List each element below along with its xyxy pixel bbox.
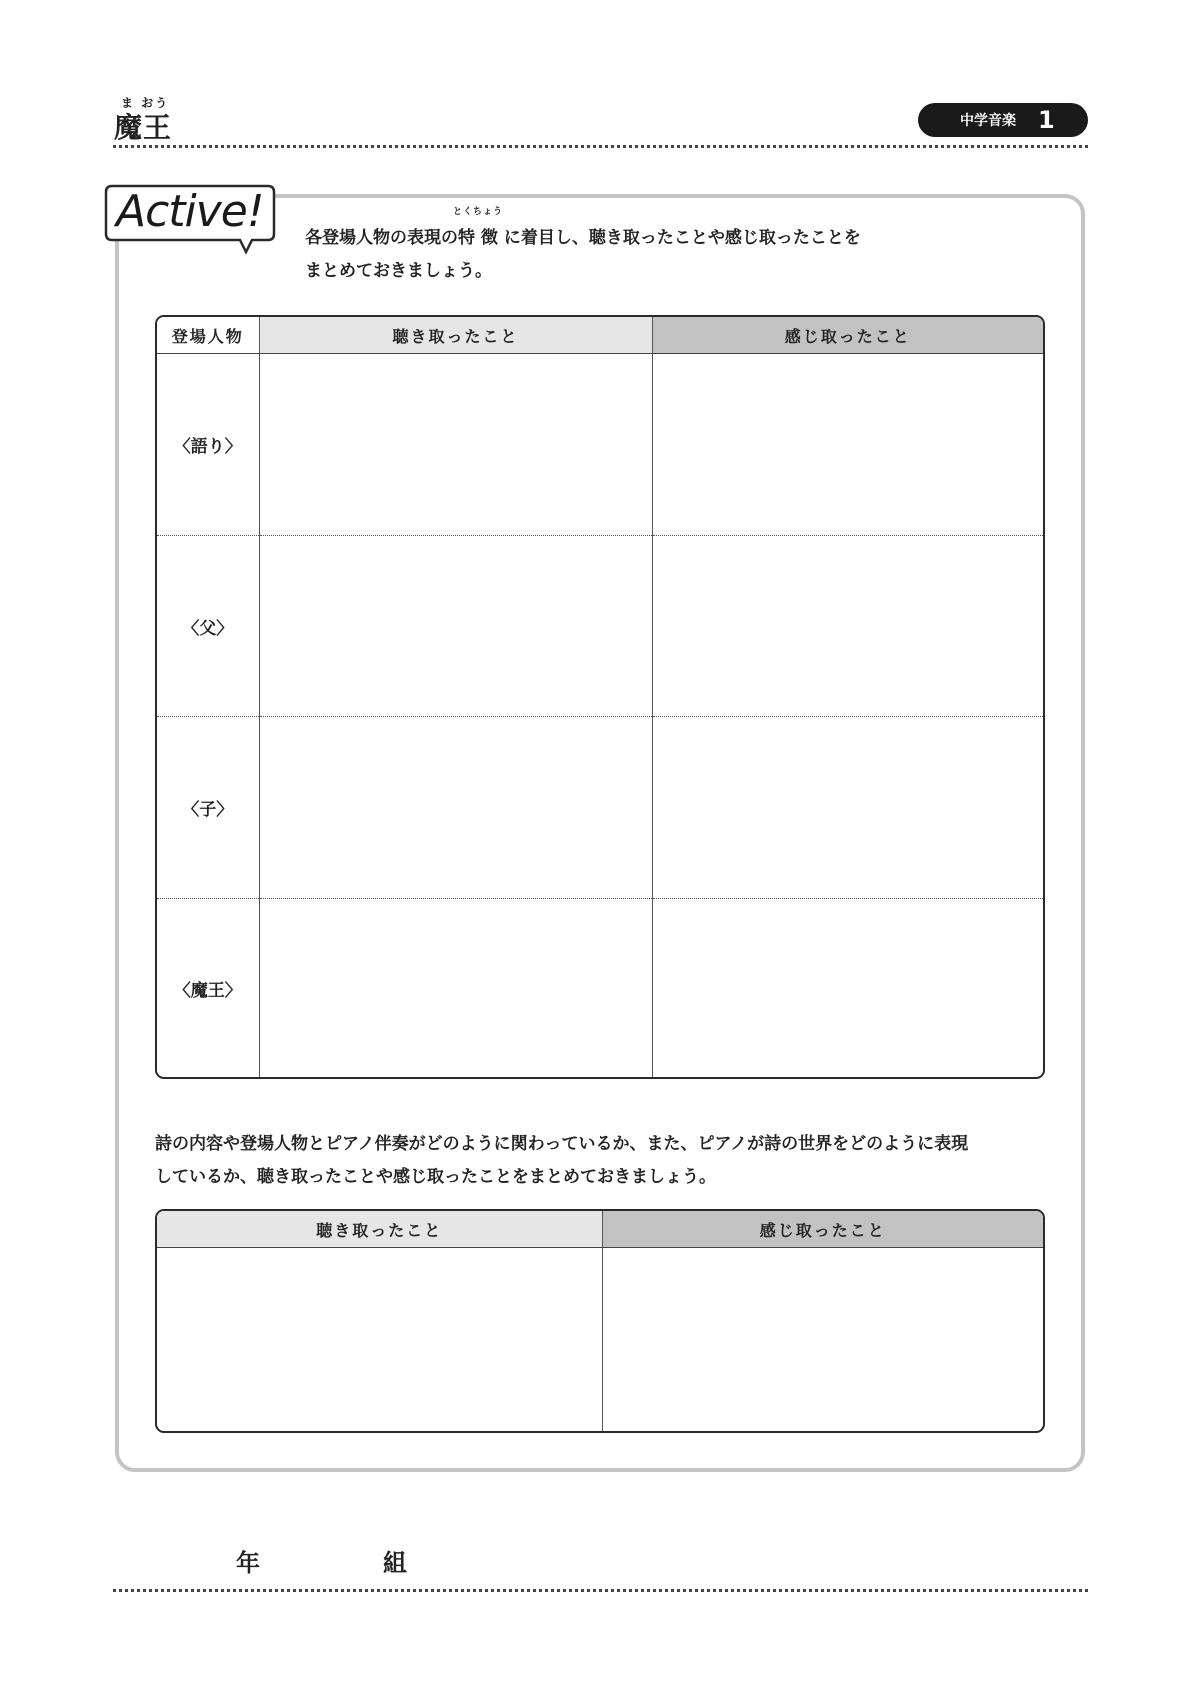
character-father: 〈父〉 bbox=[157, 535, 259, 717]
instruction-2-line2: しているか、聴き取ったことや感じ取ったことをまとめておきましょう。 bbox=[155, 1167, 716, 1187]
instruction-1 bbox=[305, 207, 861, 288]
active-badge-label: Active! bbox=[116, 186, 264, 237]
character-narrator: 〈語り〉 bbox=[157, 354, 259, 536]
table-row bbox=[157, 899, 1043, 1077]
heard-cell-erlking[interactable] bbox=[259, 899, 652, 1077]
page-number: 1 bbox=[1038, 106, 1055, 134]
piano-table bbox=[155, 1209, 1045, 1433]
instruction-1-line2: まとめておきましょう。 bbox=[305, 261, 492, 281]
felt-cell-piano[interactable] bbox=[602, 1248, 1043, 1432]
heard-cell-father[interactable] bbox=[259, 535, 652, 717]
year-label: 年 bbox=[236, 1549, 260, 1577]
col-header-heard-2: 聴き取ったこと bbox=[157, 1211, 602, 1248]
title-ruby: ま おう bbox=[121, 96, 170, 110]
ruby-text: とくちょう bbox=[452, 207, 503, 217]
subject-badge bbox=[918, 103, 1088, 137]
felt-cell-narrator[interactable] bbox=[652, 354, 1043, 536]
ruby-tokuchou bbox=[452, 207, 503, 255]
character-table bbox=[155, 315, 1045, 1079]
character-child: 〈子〉 bbox=[157, 717, 259, 899]
header-divider bbox=[113, 145, 1088, 148]
instruction-1-text-a: 各登場人物の表現の bbox=[305, 228, 458, 248]
felt-cell-erlking[interactable] bbox=[652, 899, 1043, 1077]
table-row bbox=[157, 1248, 1043, 1432]
table-row bbox=[157, 717, 1043, 899]
instruction-1-line1 bbox=[305, 207, 861, 255]
subject-label: 中学音楽 bbox=[960, 113, 1016, 129]
instruction-2-line1: 詩の内容や登場人物とピアノ伴奏がどのように関わっているか、また、ピアノが詩の世界をどのように表現 bbox=[155, 1134, 969, 1154]
instruction-2 bbox=[155, 1128, 968, 1194]
table-row bbox=[157, 354, 1043, 536]
col-header-felt-2: 感じ取ったこと bbox=[602, 1211, 1043, 1248]
col-header-felt: 感じ取ったこと bbox=[652, 317, 1043, 354]
felt-cell-child[interactable] bbox=[652, 717, 1043, 899]
ruby-base: 特 徴 bbox=[458, 228, 498, 248]
heard-cell-child[interactable] bbox=[259, 717, 652, 899]
instruction-1-text-b: に着目し、聴き取ったことや感じ取ったことを bbox=[497, 228, 861, 248]
class-label: 組 bbox=[383, 1549, 407, 1577]
heard-cell-piano[interactable] bbox=[157, 1248, 602, 1432]
character-erlking: 〈魔王〉 bbox=[157, 899, 259, 1077]
table-row bbox=[157, 535, 1043, 717]
col-header-heard: 聴き取ったこと bbox=[259, 317, 652, 354]
heard-cell-narrator[interactable] bbox=[259, 354, 652, 536]
felt-cell-father[interactable] bbox=[652, 535, 1043, 717]
page-title: 魔王 bbox=[114, 111, 173, 144]
footer-divider bbox=[113, 1589, 1088, 1592]
col-header-character: 登場人物 bbox=[157, 317, 259, 354]
